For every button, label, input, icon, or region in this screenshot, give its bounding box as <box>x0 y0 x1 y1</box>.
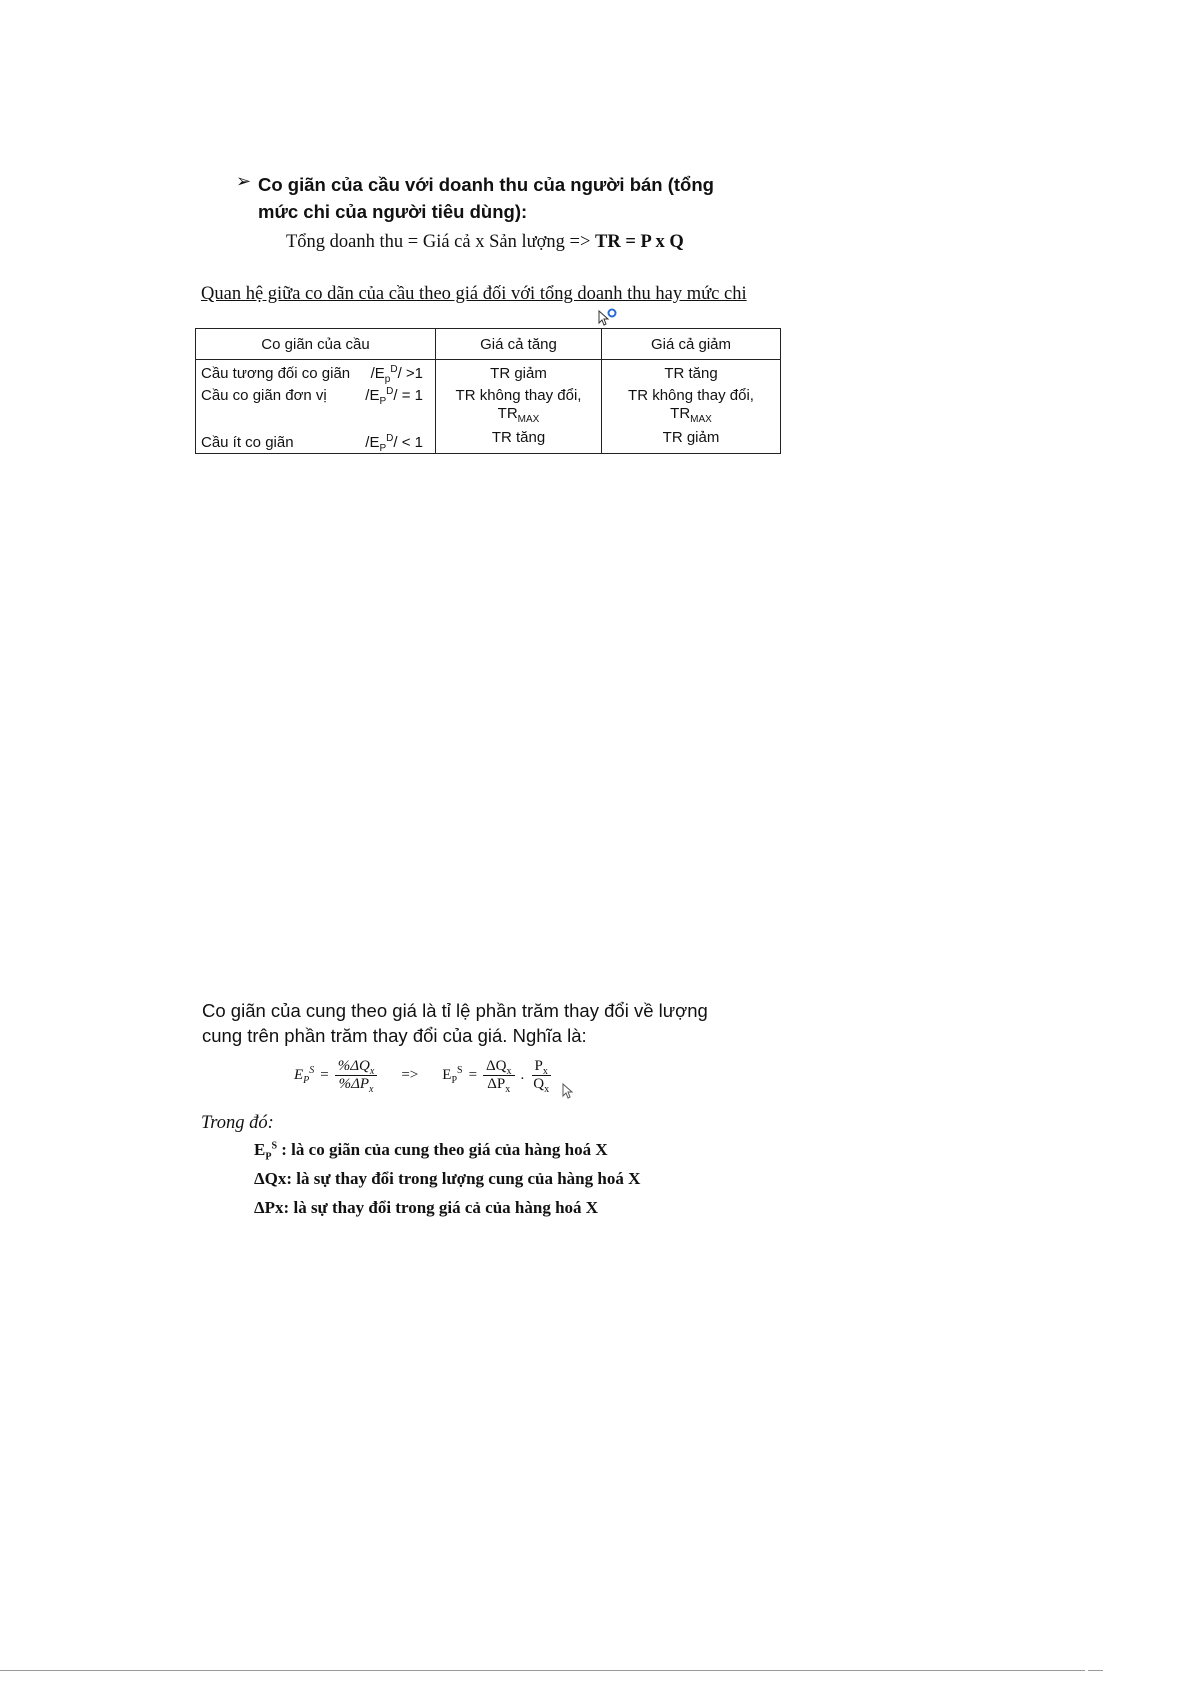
section-heading: Co giãn của cầu với doanh thu của người bán (tổng mức chi của người tiêu dùng): <box>258 174 714 222</box>
row-condition: $/E_p^D/ >1$ <box>370 364 423 385</box>
total-revenue-formula <box>286 232 684 253</box>
table-header-cell: Giá cả tăng <box>436 329 602 360</box>
table-header-row <box>196 329 781 360</box>
table-cell: TR tăng <box>436 429 602 454</box>
table-row <box>196 387 781 429</box>
table-row <box>196 360 781 388</box>
table-cell: TR giảm <box>436 360 602 388</box>
table-cell <box>196 387 436 429</box>
row-label: Cầu co giãn đơn vị <box>201 387 327 404</box>
footer-divider-end <box>1088 1670 1103 1671</box>
supply-elasticity-formula: $E_P^S$ = $\frac{\%\Delta Q_x}{\%\Delta P_x}$ => $E_P^S$ = $\frac{\Delta Q_x}{\Delta P_x}$ . $\frac{P_x}{Q_x}$ <box>294 1058 550 1095</box>
table-cell <box>196 360 436 388</box>
row-label: Cầu tương đối co giãn <box>201 365 351 382</box>
table-cell: TR tăng <box>602 360 781 388</box>
definition-line: ΔQx: là sự thay đổi trong lượng cung của hàng hoá X <box>254 1169 641 1188</box>
mouse-busy-cursor-icon <box>598 308 618 328</box>
formula-bold: TR = P x Q <box>595 232 684 252</box>
elasticity-revenue-table <box>195 328 781 454</box>
where-label: Trong đó: <box>201 1113 274 1133</box>
formula-text: Tổng doanh thu = Giá cả x Sản lượng => <box>286 232 596 252</box>
mouse-pointer-icon <box>562 1083 574 1099</box>
table-cell: TR không thay đổi, $TR_{MAX}$ <box>602 387 781 429</box>
relation-title: Quan hệ giữa co dãn của cầu theo giá đối với tổng doanh thu hay mức chi <box>201 284 747 304</box>
table-cell <box>196 429 436 454</box>
supply-elasticity-definition: Co giãn của cung theo giá là tỉ lệ phần trăm thay đổi về lượng cung trên phần trăm thay đổi của giá. Nghĩa là: <box>202 1000 708 1046</box>
row-condition: $/E_P^D/ = 1$ <box>365 386 423 407</box>
table-cell: TR không thay đổi, $TR_{MAX}$ <box>436 387 602 429</box>
table-cell: TR giảm <box>602 429 781 454</box>
definition-line: $E_P^S$ : là co giãn của cung theo giá của hàng hoá X <box>254 1140 608 1163</box>
table-row <box>196 429 781 454</box>
row-condition: $/E_P^D/ < 1$ <box>365 433 423 454</box>
footer-divider <box>0 1670 1085 1671</box>
bullet-arrow-icon: ➢ <box>236 171 252 191</box>
table-header-cell: Co giãn của cầu <box>196 329 436 360</box>
definition-line: ΔPx: là sự thay đổi trong giá cả của hàng hoá X <box>254 1198 599 1217</box>
table-header-cell: Giá cả giảm <box>602 329 781 360</box>
row-label: Cầu ít co giãn <box>201 434 294 451</box>
